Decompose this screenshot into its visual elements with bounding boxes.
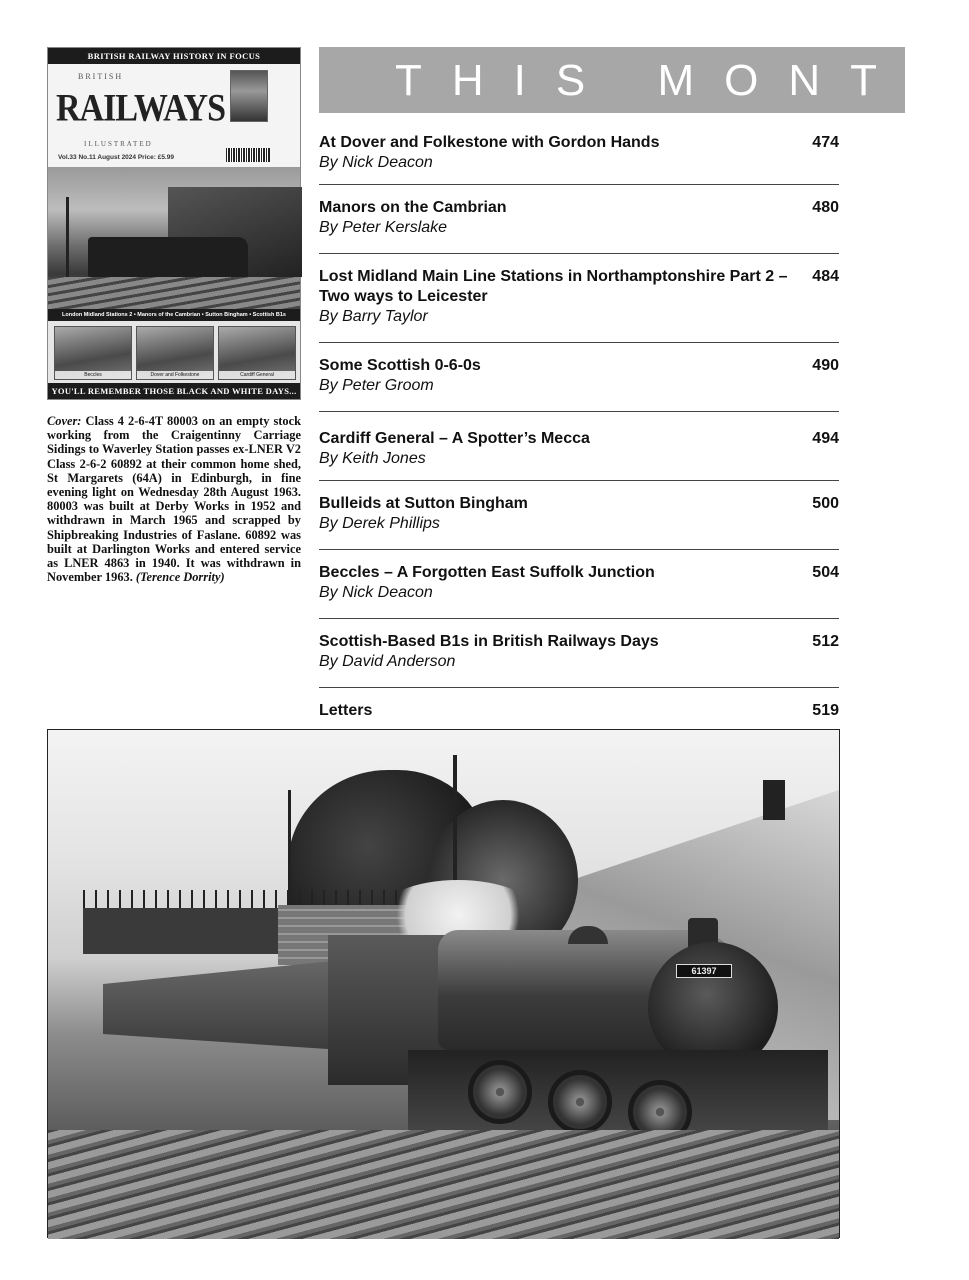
article-title[interactable]: Some Scottish 0-6-0s <box>319 357 481 374</box>
mini-cover-image <box>230 70 268 122</box>
caption-text: Class 4 2-6-4T 80003 on an empty stock working from the Craigentinny Carriage Sidings to Waverley Station passes ex-LNER V2 Class 2-6-2 60892 at their common home shed, St Margarets (64A) in Edinburgh, in fine evening light on Wednesday 28th August 1963. 80003 was built at Derby Works in 1952 and withdrawn in March 1965 and scrapped by Shipbreaking Industries of Faslane. 60892 was built at Darlington Works and entered service as LNER 4863 in 1940. It was withdrawn in November 1963. <box>47 414 301 585</box>
main-photograph <box>47 729 840 1238</box>
cover-photo <box>48 167 300 309</box>
masthead-top: BRITISH <box>78 72 124 81</box>
page-number: 480 <box>812 199 839 216</box>
article-author: By Peter Groom <box>319 377 434 394</box>
contents-entry[interactable] <box>319 343 839 412</box>
cover-thumb <box>54 326 132 380</box>
contents-entry[interactable] <box>319 121 839 185</box>
cover-footer: YOU'LL REMEMBER THOSE BLACK AND WHITE DAYS... <box>48 383 300 399</box>
contents-entry[interactable] <box>319 185 839 254</box>
caption-credit: (Terence Dorrity) <box>135 570 225 585</box>
article-title[interactable]: Bulleids at Sutton Bingham <box>319 495 528 512</box>
contents-entry[interactable] <box>319 412 839 481</box>
cover-thumb-label: Beccles <box>55 371 131 379</box>
article-author: By David Anderson <box>319 653 456 670</box>
cover-banner: BRITISH RAILWAY HISTORY IN FOCUS <box>48 48 300 64</box>
article-title[interactable]: At Dover and Folkestone with Gordon Hands <box>319 134 660 151</box>
article-author: By Peter Kerslake <box>319 219 448 236</box>
page-number: 504 <box>812 564 839 581</box>
article-author: By Nick Deacon <box>319 154 433 171</box>
page-number: 519 <box>812 702 839 719</box>
contents-entry[interactable] <box>319 254 839 343</box>
article-title[interactable]: Lost Midland Main Line Stations in Northamptonshire Part 2 – Two ways to Leicester <box>319 268 788 305</box>
page-number: 490 <box>812 357 839 374</box>
contents-entry[interactable] <box>319 550 839 619</box>
issue-line: Vol.33 No.11 August 2024 Price: £5.99 <box>58 154 174 161</box>
cover-thumb-label: Cardiff General <box>219 371 295 379</box>
article-title[interactable]: Cardiff General – A Spotter’s Mecca <box>319 430 590 447</box>
cover-thumbs <box>48 321 300 385</box>
caption-label: Cover: <box>47 414 82 428</box>
masthead-bottom: ILLUSTRATED <box>84 140 153 148</box>
page-number: 494 <box>812 430 839 447</box>
article-title[interactable]: Letters <box>319 702 373 719</box>
cover-thumbnail[interactable] <box>47 47 301 400</box>
article-title[interactable]: Scottish-Based B1s in British Railways Days <box>319 633 659 650</box>
cover-thumb <box>218 326 296 380</box>
masthead-logo: RAILWAYS <box>56 87 226 130</box>
article-author: By Keith Jones <box>319 450 426 467</box>
cover-strapline: London Midland Stations 2 • Manors of the Cambrian • Sutton Bingham • Scottish B1s <box>48 309 300 321</box>
contents-entry[interactable] <box>319 481 839 550</box>
contents-list <box>319 121 839 728</box>
cover-masthead <box>48 64 300 167</box>
contents-entry[interactable] <box>319 619 839 688</box>
article-author: By Nick Deacon <box>319 584 433 601</box>
barcode-icon <box>226 148 270 162</box>
contents-entry[interactable] <box>319 688 839 728</box>
page-number: 484 <box>812 268 839 285</box>
page-title: THIS MONTH <box>395 56 969 105</box>
cover-caption <box>47 414 301 584</box>
article-author: By Derek Phillips <box>319 515 440 532</box>
cover-thumb <box>136 326 214 380</box>
loco-number-plate: 61397 <box>676 964 732 978</box>
article-author: By Barry Taylor <box>319 308 428 325</box>
article-title[interactable]: Beccles – A Forgotten East Suffolk Junction <box>319 564 655 581</box>
cover-thumb-label: Dover and Folkestone <box>137 371 213 379</box>
this-month-header <box>319 47 969 113</box>
page-number: 474 <box>812 134 839 151</box>
article-title[interactable]: Manors on the Cambrian <box>319 199 507 216</box>
page-number: 500 <box>812 495 839 512</box>
page-number: 512 <box>812 633 839 650</box>
